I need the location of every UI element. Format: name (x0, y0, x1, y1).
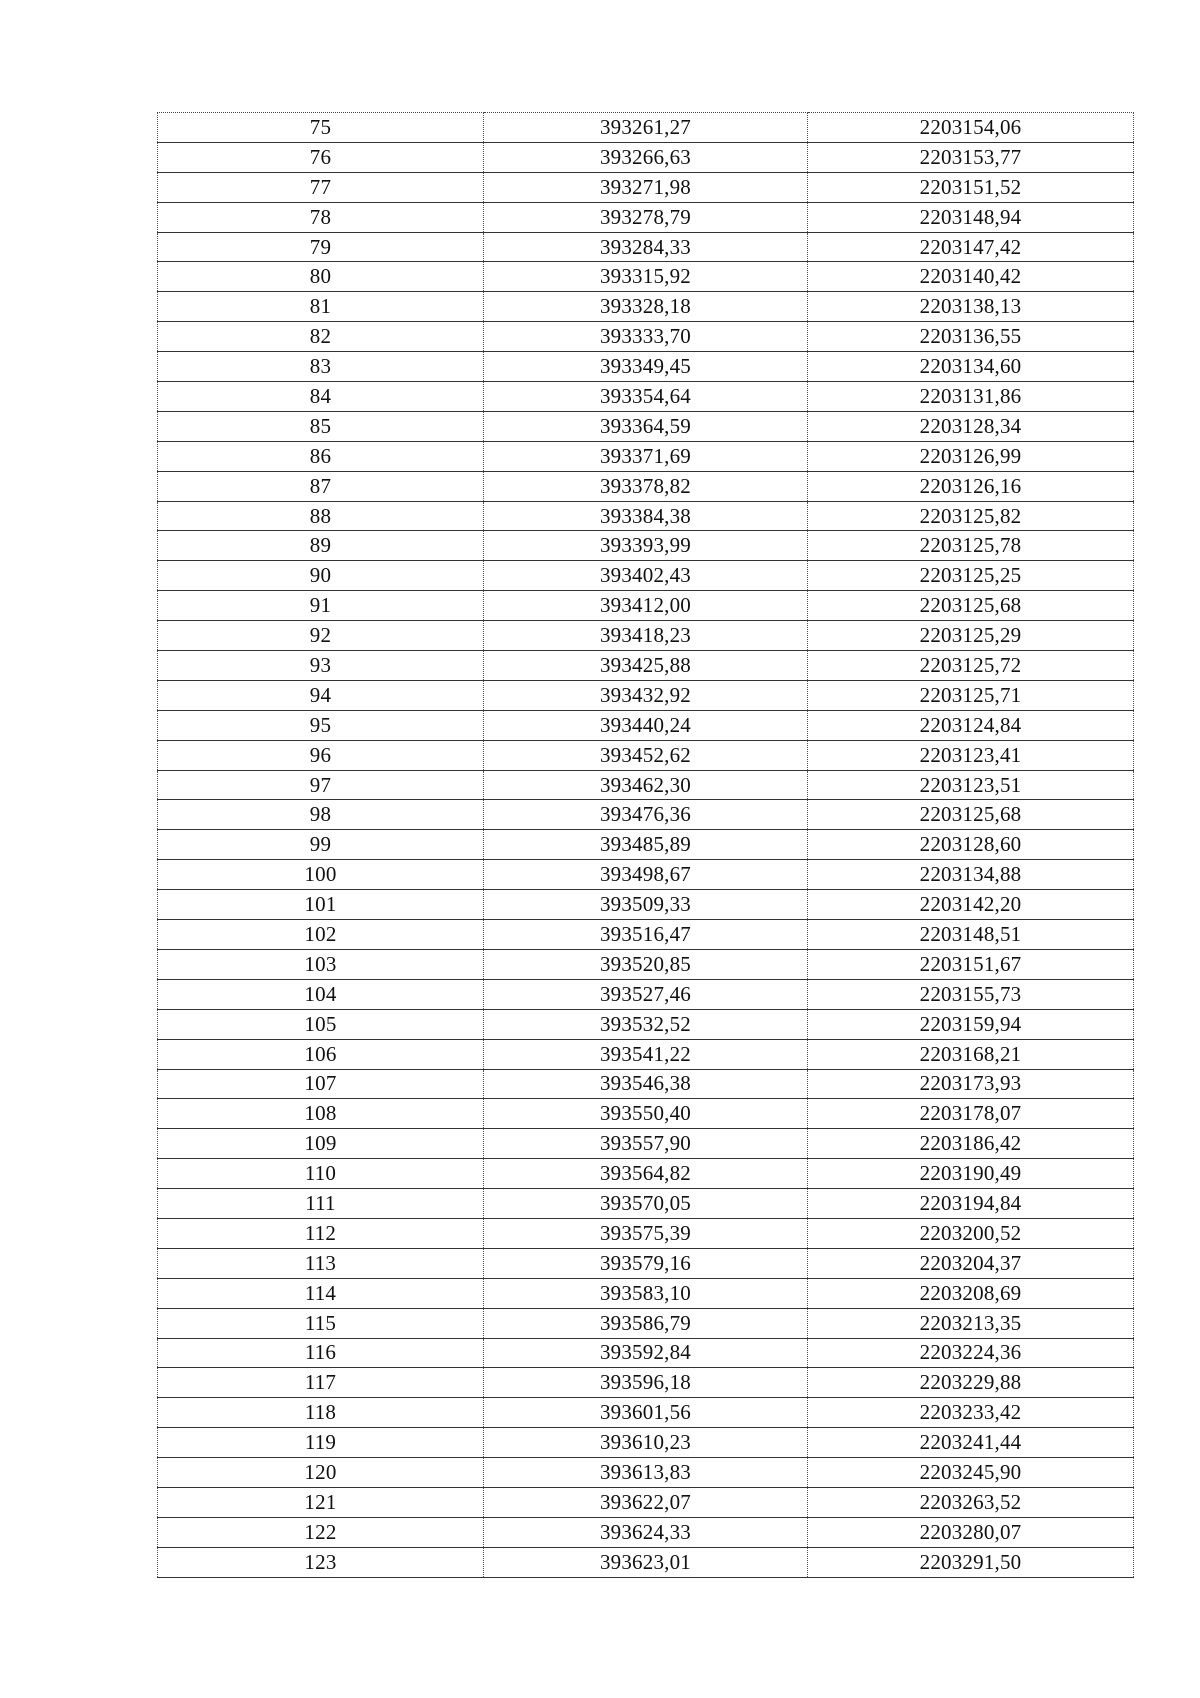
y-coordinate-cell: 2203280,07 (808, 1517, 1134, 1547)
x-coordinate-cell: 393624,33 (483, 1517, 807, 1547)
point-number-cell: 86 (158, 441, 484, 471)
y-coordinate-cell: 2203124,84 (808, 710, 1134, 740)
x-coordinate-cell: 393418,23 (483, 621, 807, 651)
point-number-cell: 87 (158, 471, 484, 501)
y-coordinate-cell: 2203123,41 (808, 740, 1134, 770)
table-row (158, 292, 1134, 322)
y-coordinate-cell: 2203125,72 (808, 651, 1134, 681)
x-coordinate-cell: 393586,79 (483, 1308, 807, 1338)
x-coordinate-cell: 393328,18 (483, 292, 807, 322)
x-coordinate-cell: 393315,92 (483, 262, 807, 292)
y-coordinate-cell: 2203147,42 (808, 232, 1134, 262)
x-coordinate-cell: 393583,10 (483, 1278, 807, 1308)
y-coordinate-cell: 2203168,21 (808, 1039, 1134, 1069)
y-coordinate-cell: 2203125,82 (808, 501, 1134, 531)
point-number-cell: 115 (158, 1308, 484, 1338)
x-coordinate-cell: 393266,63 (483, 142, 807, 172)
point-number-cell: 84 (158, 382, 484, 412)
x-coordinate-cell: 393402,43 (483, 561, 807, 591)
table-row (158, 1428, 1134, 1458)
point-number-cell: 92 (158, 621, 484, 651)
y-coordinate-cell: 2203178,07 (808, 1099, 1134, 1129)
point-number-cell: 97 (158, 770, 484, 800)
table-row (158, 591, 1134, 621)
x-coordinate-cell: 393613,83 (483, 1458, 807, 1488)
table-row (158, 1368, 1134, 1398)
table-row (158, 949, 1134, 979)
point-number-cell: 89 (158, 531, 484, 561)
x-coordinate-cell: 393284,33 (483, 232, 807, 262)
y-coordinate-cell: 2203138,13 (808, 292, 1134, 322)
y-coordinate-cell: 2203148,94 (808, 202, 1134, 232)
x-coordinate-cell: 393498,67 (483, 860, 807, 890)
y-coordinate-cell: 2203241,44 (808, 1428, 1134, 1458)
y-coordinate-cell: 2203151,52 (808, 172, 1134, 202)
table-row (158, 890, 1134, 920)
table-row (158, 621, 1134, 651)
y-coordinate-cell: 2203151,67 (808, 949, 1134, 979)
point-number-cell: 121 (158, 1487, 484, 1517)
y-coordinate-cell: 2203229,88 (808, 1368, 1134, 1398)
x-coordinate-cell: 393623,01 (483, 1547, 807, 1577)
point-number-cell: 105 (158, 1009, 484, 1039)
point-number-cell: 114 (158, 1278, 484, 1308)
coordinates-table-body (158, 113, 1134, 1578)
table-row (158, 979, 1134, 1009)
x-coordinate-cell: 393440,24 (483, 710, 807, 740)
x-coordinate-cell: 393333,70 (483, 322, 807, 352)
y-coordinate-cell: 2203224,36 (808, 1338, 1134, 1368)
x-coordinate-cell: 393462,30 (483, 770, 807, 800)
y-coordinate-cell: 2203128,60 (808, 830, 1134, 860)
x-coordinate-cell: 393601,56 (483, 1398, 807, 1428)
x-coordinate-cell: 393371,69 (483, 441, 807, 471)
y-coordinate-cell: 2203204,37 (808, 1248, 1134, 1278)
point-number-cell: 85 (158, 411, 484, 441)
y-coordinate-cell: 2203142,20 (808, 890, 1134, 920)
point-number-cell: 75 (158, 113, 484, 143)
table-row (158, 501, 1134, 531)
y-coordinate-cell: 2203194,84 (808, 1189, 1134, 1219)
x-coordinate-cell: 393610,23 (483, 1428, 807, 1458)
table-row (158, 172, 1134, 202)
point-number-cell: 116 (158, 1338, 484, 1368)
table-row (158, 1308, 1134, 1338)
y-coordinate-cell: 2203154,06 (808, 113, 1134, 143)
point-number-cell: 112 (158, 1218, 484, 1248)
point-number-cell: 100 (158, 860, 484, 890)
point-number-cell: 80 (158, 262, 484, 292)
table-row (158, 1547, 1134, 1577)
x-coordinate-cell: 393541,22 (483, 1039, 807, 1069)
x-coordinate-cell: 393364,59 (483, 411, 807, 441)
table-row (158, 1487, 1134, 1517)
table-row (158, 1218, 1134, 1248)
point-number-cell: 122 (158, 1517, 484, 1547)
point-number-cell: 83 (158, 352, 484, 382)
x-coordinate-cell: 393516,47 (483, 920, 807, 950)
table-row (158, 441, 1134, 471)
y-coordinate-cell: 2203155,73 (808, 979, 1134, 1009)
point-number-cell: 96 (158, 740, 484, 770)
x-coordinate-cell: 393452,62 (483, 740, 807, 770)
point-number-cell: 103 (158, 949, 484, 979)
x-coordinate-cell: 393532,52 (483, 1009, 807, 1039)
table-row (158, 1338, 1134, 1368)
x-coordinate-cell: 393596,18 (483, 1368, 807, 1398)
x-coordinate-cell: 393575,39 (483, 1218, 807, 1248)
x-coordinate-cell: 393509,33 (483, 890, 807, 920)
x-coordinate-cell: 393592,84 (483, 1338, 807, 1368)
x-coordinate-cell: 393412,00 (483, 591, 807, 621)
point-number-cell: 101 (158, 890, 484, 920)
y-coordinate-cell: 2203134,60 (808, 352, 1134, 382)
point-number-cell: 77 (158, 172, 484, 202)
point-number-cell: 111 (158, 1189, 484, 1219)
table-row (158, 411, 1134, 441)
point-number-cell: 107 (158, 1069, 484, 1099)
coordinates-table (157, 112, 1134, 1578)
y-coordinate-cell: 2203128,34 (808, 411, 1134, 441)
y-coordinate-cell: 2203136,55 (808, 322, 1134, 352)
point-number-cell: 88 (158, 501, 484, 531)
x-coordinate-cell: 393261,27 (483, 113, 807, 143)
table-row (158, 1458, 1134, 1488)
point-number-cell: 79 (158, 232, 484, 262)
table-row (158, 322, 1134, 352)
point-number-cell: 106 (158, 1039, 484, 1069)
table-row (158, 680, 1134, 710)
point-number-cell: 99 (158, 830, 484, 860)
point-number-cell: 102 (158, 920, 484, 950)
y-coordinate-cell: 2203125,29 (808, 621, 1134, 651)
point-number-cell: 118 (158, 1398, 484, 1428)
table-row (158, 1248, 1134, 1278)
table-row (158, 1278, 1134, 1308)
y-coordinate-cell: 2203125,78 (808, 531, 1134, 561)
y-coordinate-cell: 2203200,52 (808, 1218, 1134, 1248)
table-row (158, 142, 1134, 172)
point-number-cell: 95 (158, 710, 484, 740)
point-number-cell: 108 (158, 1099, 484, 1129)
x-coordinate-cell: 393349,45 (483, 352, 807, 382)
y-coordinate-cell: 2203233,42 (808, 1398, 1134, 1428)
x-coordinate-cell: 393570,05 (483, 1189, 807, 1219)
point-number-cell: 78 (158, 202, 484, 232)
table-row (158, 113, 1134, 143)
point-number-cell: 123 (158, 1547, 484, 1577)
x-coordinate-cell: 393485,89 (483, 830, 807, 860)
point-number-cell: 119 (158, 1428, 484, 1458)
point-number-cell: 81 (158, 292, 484, 322)
point-number-cell: 98 (158, 800, 484, 830)
point-number-cell: 109 (158, 1129, 484, 1159)
y-coordinate-cell: 2203134,88 (808, 860, 1134, 890)
table-row (158, 1099, 1134, 1129)
point-number-cell: 82 (158, 322, 484, 352)
table-row (158, 1159, 1134, 1189)
table-row (158, 262, 1134, 292)
table-row (158, 531, 1134, 561)
y-coordinate-cell: 2203131,86 (808, 382, 1134, 412)
x-coordinate-cell: 393546,38 (483, 1069, 807, 1099)
y-coordinate-cell: 2203190,49 (808, 1159, 1134, 1189)
x-coordinate-cell: 393378,82 (483, 471, 807, 501)
x-coordinate-cell: 393550,40 (483, 1099, 807, 1129)
x-coordinate-cell: 393579,16 (483, 1248, 807, 1278)
table-row (158, 1039, 1134, 1069)
table-row (158, 920, 1134, 950)
table-row (158, 770, 1134, 800)
y-coordinate-cell: 2203148,51 (808, 920, 1134, 950)
y-coordinate-cell: 2203153,77 (808, 142, 1134, 172)
y-coordinate-cell: 2203213,35 (808, 1308, 1134, 1338)
x-coordinate-cell: 393271,98 (483, 172, 807, 202)
x-coordinate-cell: 393425,88 (483, 651, 807, 681)
point-number-cell: 76 (158, 142, 484, 172)
x-coordinate-cell: 393432,92 (483, 680, 807, 710)
table-row (158, 1517, 1134, 1547)
point-number-cell: 120 (158, 1458, 484, 1488)
y-coordinate-cell: 2203186,42 (808, 1129, 1134, 1159)
table-row (158, 471, 1134, 501)
point-number-cell: 117 (158, 1368, 484, 1398)
x-coordinate-cell: 393278,79 (483, 202, 807, 232)
point-number-cell: 90 (158, 561, 484, 591)
point-number-cell: 110 (158, 1159, 484, 1189)
x-coordinate-cell: 393564,82 (483, 1159, 807, 1189)
table-row (158, 1129, 1134, 1159)
y-coordinate-cell: 2203125,68 (808, 800, 1134, 830)
point-number-cell: 94 (158, 680, 484, 710)
x-coordinate-cell: 393393,99 (483, 531, 807, 561)
table-row (158, 382, 1134, 412)
table-row (158, 1398, 1134, 1428)
table-row (158, 800, 1134, 830)
y-coordinate-cell: 2203263,52 (808, 1487, 1134, 1517)
x-coordinate-cell: 393622,07 (483, 1487, 807, 1517)
table-row (158, 1009, 1134, 1039)
y-coordinate-cell: 2203126,16 (808, 471, 1134, 501)
x-coordinate-cell: 393384,38 (483, 501, 807, 531)
y-coordinate-cell: 2203140,42 (808, 262, 1134, 292)
table-row (158, 651, 1134, 681)
table-row (158, 232, 1134, 262)
y-coordinate-cell: 2203291,50 (808, 1547, 1134, 1577)
y-coordinate-cell: 2203123,51 (808, 770, 1134, 800)
x-coordinate-cell: 393354,64 (483, 382, 807, 412)
y-coordinate-cell: 2203208,69 (808, 1278, 1134, 1308)
table-row (158, 352, 1134, 382)
point-number-cell: 104 (158, 979, 484, 1009)
table-row (158, 202, 1134, 232)
table-row (158, 860, 1134, 890)
table-row (158, 1189, 1134, 1219)
table-row (158, 561, 1134, 591)
x-coordinate-cell: 393476,36 (483, 800, 807, 830)
y-coordinate-cell: 2203125,71 (808, 680, 1134, 710)
y-coordinate-cell: 2203159,94 (808, 1009, 1134, 1039)
y-coordinate-cell: 2203125,25 (808, 561, 1134, 591)
point-number-cell: 93 (158, 651, 484, 681)
table-row (158, 740, 1134, 770)
y-coordinate-cell: 2203126,99 (808, 441, 1134, 471)
table-row (158, 830, 1134, 860)
point-number-cell: 113 (158, 1248, 484, 1278)
y-coordinate-cell: 2203125,68 (808, 591, 1134, 621)
x-coordinate-cell: 393557,90 (483, 1129, 807, 1159)
table-row (158, 710, 1134, 740)
point-number-cell: 91 (158, 591, 484, 621)
x-coordinate-cell: 393520,85 (483, 949, 807, 979)
table-row (158, 1069, 1134, 1099)
x-coordinate-cell: 393527,46 (483, 979, 807, 1009)
y-coordinate-cell: 2203173,93 (808, 1069, 1134, 1099)
y-coordinate-cell: 2203245,90 (808, 1458, 1134, 1488)
